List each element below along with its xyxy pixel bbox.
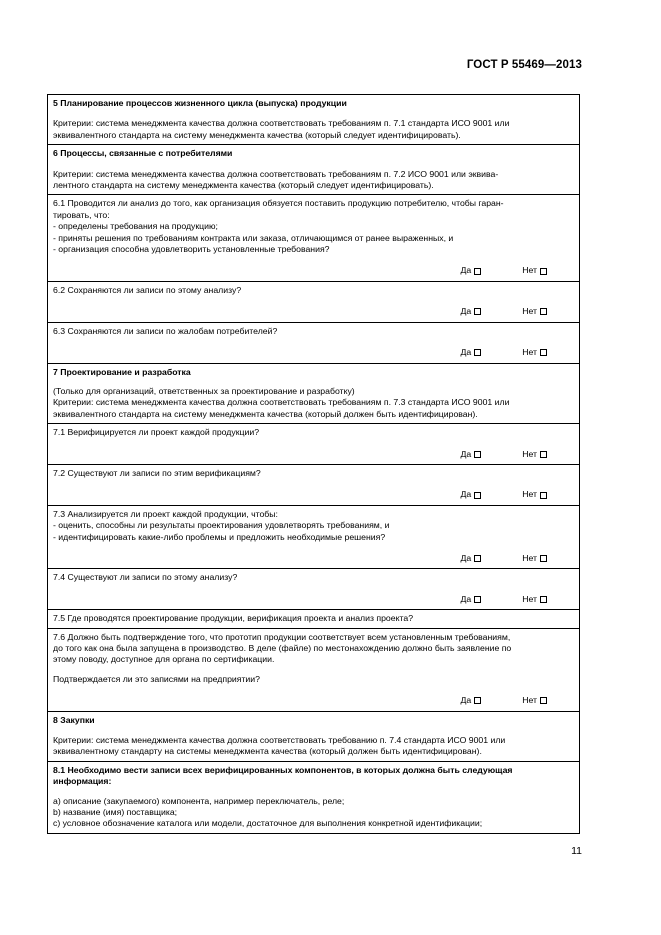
yes-checkbox[interactable]: [474, 349, 481, 356]
document-header: ГОСТ Р 55469—2013: [466, 59, 582, 71]
yes-option[interactable]: [460, 265, 481, 276]
yes-option[interactable]: [460, 553, 481, 564]
answer-options: [53, 306, 574, 317]
section-8-criteria-line-2: эквивалентному стандарту на системы менеджмента качества (который должен быть идентифицирован).: [53, 746, 482, 757]
section-5-row: [48, 95, 580, 145]
answer-options: [53, 553, 574, 564]
no-option[interactable]: [522, 347, 547, 358]
no-checkbox[interactable]: [540, 349, 547, 356]
yes-label: Да: [460, 448, 472, 459]
no-label: Нет: [522, 265, 537, 276]
no-option[interactable]: [522, 594, 547, 605]
question-8-1-item-c: c) условное обозначение каталога или модели, достаточное для выполнения конкретной идентификации;: [53, 818, 483, 829]
question-6-2-text: 6.2 Сохраняются ли записи по этому анализу?: [53, 284, 242, 295]
answer-options: [53, 449, 574, 460]
question-6-1-line-1: 6.1 Проводится ли анализ до того, как организация обязуется поставить продукцию потребителю, чтобы гаран-: [53, 198, 504, 209]
question-7-5-text: 7.5 Где проводятся проектирование продукции, верификация проекта и анализ проекта?: [53, 613, 414, 624]
question-7-3-row: [48, 505, 580, 569]
section-7-criteria-line-1: Критерии: система менеджмента качества должна соответствовать требованиям п. 7.3 стандарта ИСО 9001 или: [53, 397, 510, 408]
no-option[interactable]: [522, 449, 547, 460]
yes-option[interactable]: [460, 489, 481, 500]
question-7-3-line-3: - идентифицировать какие-либо проблемы и предложить необходимые решения?: [53, 531, 386, 542]
yes-label: Да: [460, 489, 472, 500]
question-7-6-line-3: этому поводу, доступное для органа по сертификации.: [53, 654, 275, 665]
yes-checkbox[interactable]: [474, 555, 481, 562]
section-8-criteria-line-1: Критерии: система менеджмента качества должна соответствовать требованию п. 7.4 стандарта ИСО 9001 или: [53, 735, 506, 746]
no-option[interactable]: [522, 306, 547, 317]
no-checkbox[interactable]: [540, 555, 547, 562]
yes-checkbox[interactable]: [474, 596, 481, 603]
yes-checkbox[interactable]: [474, 697, 481, 704]
question-6-1-line-5: - организация способна удовлетворить установленные требования?: [53, 244, 330, 255]
section-6-criteria-line-2: лентного стандарта на систему менеджмента качества (который следует идентифицировать).: [53, 180, 434, 191]
question-6-1-line-2: тировать, что:: [53, 209, 110, 220]
yes-checkbox[interactable]: [474, 451, 481, 458]
no-checkbox[interactable]: [540, 268, 547, 275]
no-option[interactable]: [522, 265, 547, 276]
yes-option[interactable]: [460, 594, 481, 605]
question-7-2-text: 7.2 Существуют ли записи по этим верификациям?: [53, 467, 261, 478]
no-checkbox[interactable]: [540, 596, 547, 603]
question-7-6-line-1: 7.6 Должно быть подтверждение того, что прототип продукции соответствует всем установленным требованиям,: [53, 631, 511, 642]
no-checkbox[interactable]: [540, 492, 547, 499]
question-7-4-text: 7.4 Существуют ли записи по этому анализу?: [53, 572, 238, 583]
question-7-2-row: [48, 464, 580, 505]
section-7-note: (Только для организаций, ответственных за проектирование и разработку): [53, 385, 355, 396]
no-label: Нет: [522, 695, 537, 706]
no-option[interactable]: [522, 553, 547, 564]
no-label: Нет: [522, 593, 537, 604]
question-7-1-row: [48, 424, 580, 465]
yes-label: Да: [460, 265, 472, 276]
yes-option[interactable]: [460, 695, 481, 706]
section-7-title: 7 Проектирование и разработка: [53, 366, 191, 377]
no-option[interactable]: [522, 695, 547, 706]
question-7-6-line-2: до того как она была запущена в производство. В деле (файле) по местонахождению должно быть заявление по: [53, 643, 512, 653]
yes-option[interactable]: [460, 306, 481, 317]
question-7-4-row: [48, 569, 580, 610]
question-7-1-text: 7.1 Верифицируется ли проект каждой продукции?: [53, 427, 260, 438]
section-6-criteria-line-1: Критерии: система менеджмента качества должна соответствовать требованиям п. 7.2 ИСО 9001 или эквива-: [53, 168, 499, 179]
yes-label: Да: [460, 552, 472, 563]
answer-options: [53, 347, 574, 358]
section-5-title: 5 Планирование процессов жизненного цикла (выпуска) продукции: [53, 98, 347, 108]
question-8-1-row: [48, 761, 580, 833]
section-5-criteria-line-2: эквивалентного стандарта на систему менеджмента качества (который следует идентифицировать).: [53, 129, 461, 140]
no-label: Нет: [522, 489, 537, 500]
answer-options: [53, 265, 574, 276]
question-8-1-title-line-1: 8.1 Необходимо вести записи всех верифицированных компонентов, в которых должна быть следующая: [53, 764, 513, 775]
no-label: Нет: [522, 552, 537, 563]
section-8-title: 8 Закупки: [53, 714, 95, 725]
no-label: Нет: [522, 448, 537, 459]
section-6-row: [48, 145, 580, 195]
question-6-1-line-3: - определены требования на продукцию;: [53, 221, 218, 232]
question-7-6-line-4: Подтверждается ли это записями на предприятии?: [53, 673, 260, 684]
yes-checkbox[interactable]: [474, 492, 481, 499]
no-label: Нет: [522, 306, 537, 317]
question-7-6-row: [48, 628, 580, 711]
section-6-title: 6 Процессы, связанные с потребителями: [53, 148, 233, 159]
question-6-2-row: [48, 281, 580, 322]
section-7-row: [48, 363, 580, 424]
question-6-1-line-4: - приняты решения по требованиям контракта или заказа, отличающимся от ранее выраженных, и: [53, 232, 454, 243]
no-checkbox[interactable]: [540, 697, 547, 704]
yes-label: Да: [460, 593, 472, 604]
question-6-1-row: [48, 195, 580, 281]
section-5-criteria-line-1: Критерии: система менеджмента качества должна соответствовать требованиям п. 7.1 стандарта ИСО 9001 или: [53, 118, 510, 129]
no-label: Нет: [522, 347, 537, 358]
section-8-row: [48, 711, 580, 761]
yes-label: Да: [460, 347, 472, 358]
yes-label: Да: [460, 306, 472, 317]
question-7-3-line-2: - оценить, способны ли результаты проектирования удовлетворять требованиям, и: [53, 520, 390, 531]
yes-option[interactable]: [460, 347, 481, 358]
question-6-3-text: 6.3 Сохраняются ли записи по жалобам потребителей?: [53, 325, 278, 336]
yes-option[interactable]: [460, 449, 481, 460]
checklist-table: [47, 94, 580, 834]
question-8-1-title-line-2: информация:: [53, 776, 112, 787]
answer-options: [53, 489, 574, 500]
yes-label: Да: [460, 695, 472, 706]
no-checkbox[interactable]: [540, 451, 547, 458]
question-8-1-item-a: a) описание (закупаемого) компонента, например переключатель, реле;: [53, 795, 345, 806]
question-7-3-line-1: 7.3 Анализируется ли проект каждой продукции, чтобы:: [53, 508, 278, 519]
question-7-5-row: [48, 610, 580, 628]
question-6-3-row: [48, 322, 580, 363]
answer-options: [53, 594, 574, 605]
answer-options: [53, 695, 574, 706]
question-8-1-item-b: b) название (имя) поставщика;: [53, 807, 178, 818]
yes-checkbox[interactable]: [474, 308, 481, 315]
section-7-criteria-line-2: эквивалентного стандарта на систему менеджмента качества (который должен быть идентифицирован).: [53, 408, 478, 419]
page-number: 11: [571, 845, 582, 857]
yes-checkbox[interactable]: [474, 268, 481, 275]
no-checkbox[interactable]: [540, 308, 547, 315]
no-option[interactable]: [522, 489, 547, 500]
